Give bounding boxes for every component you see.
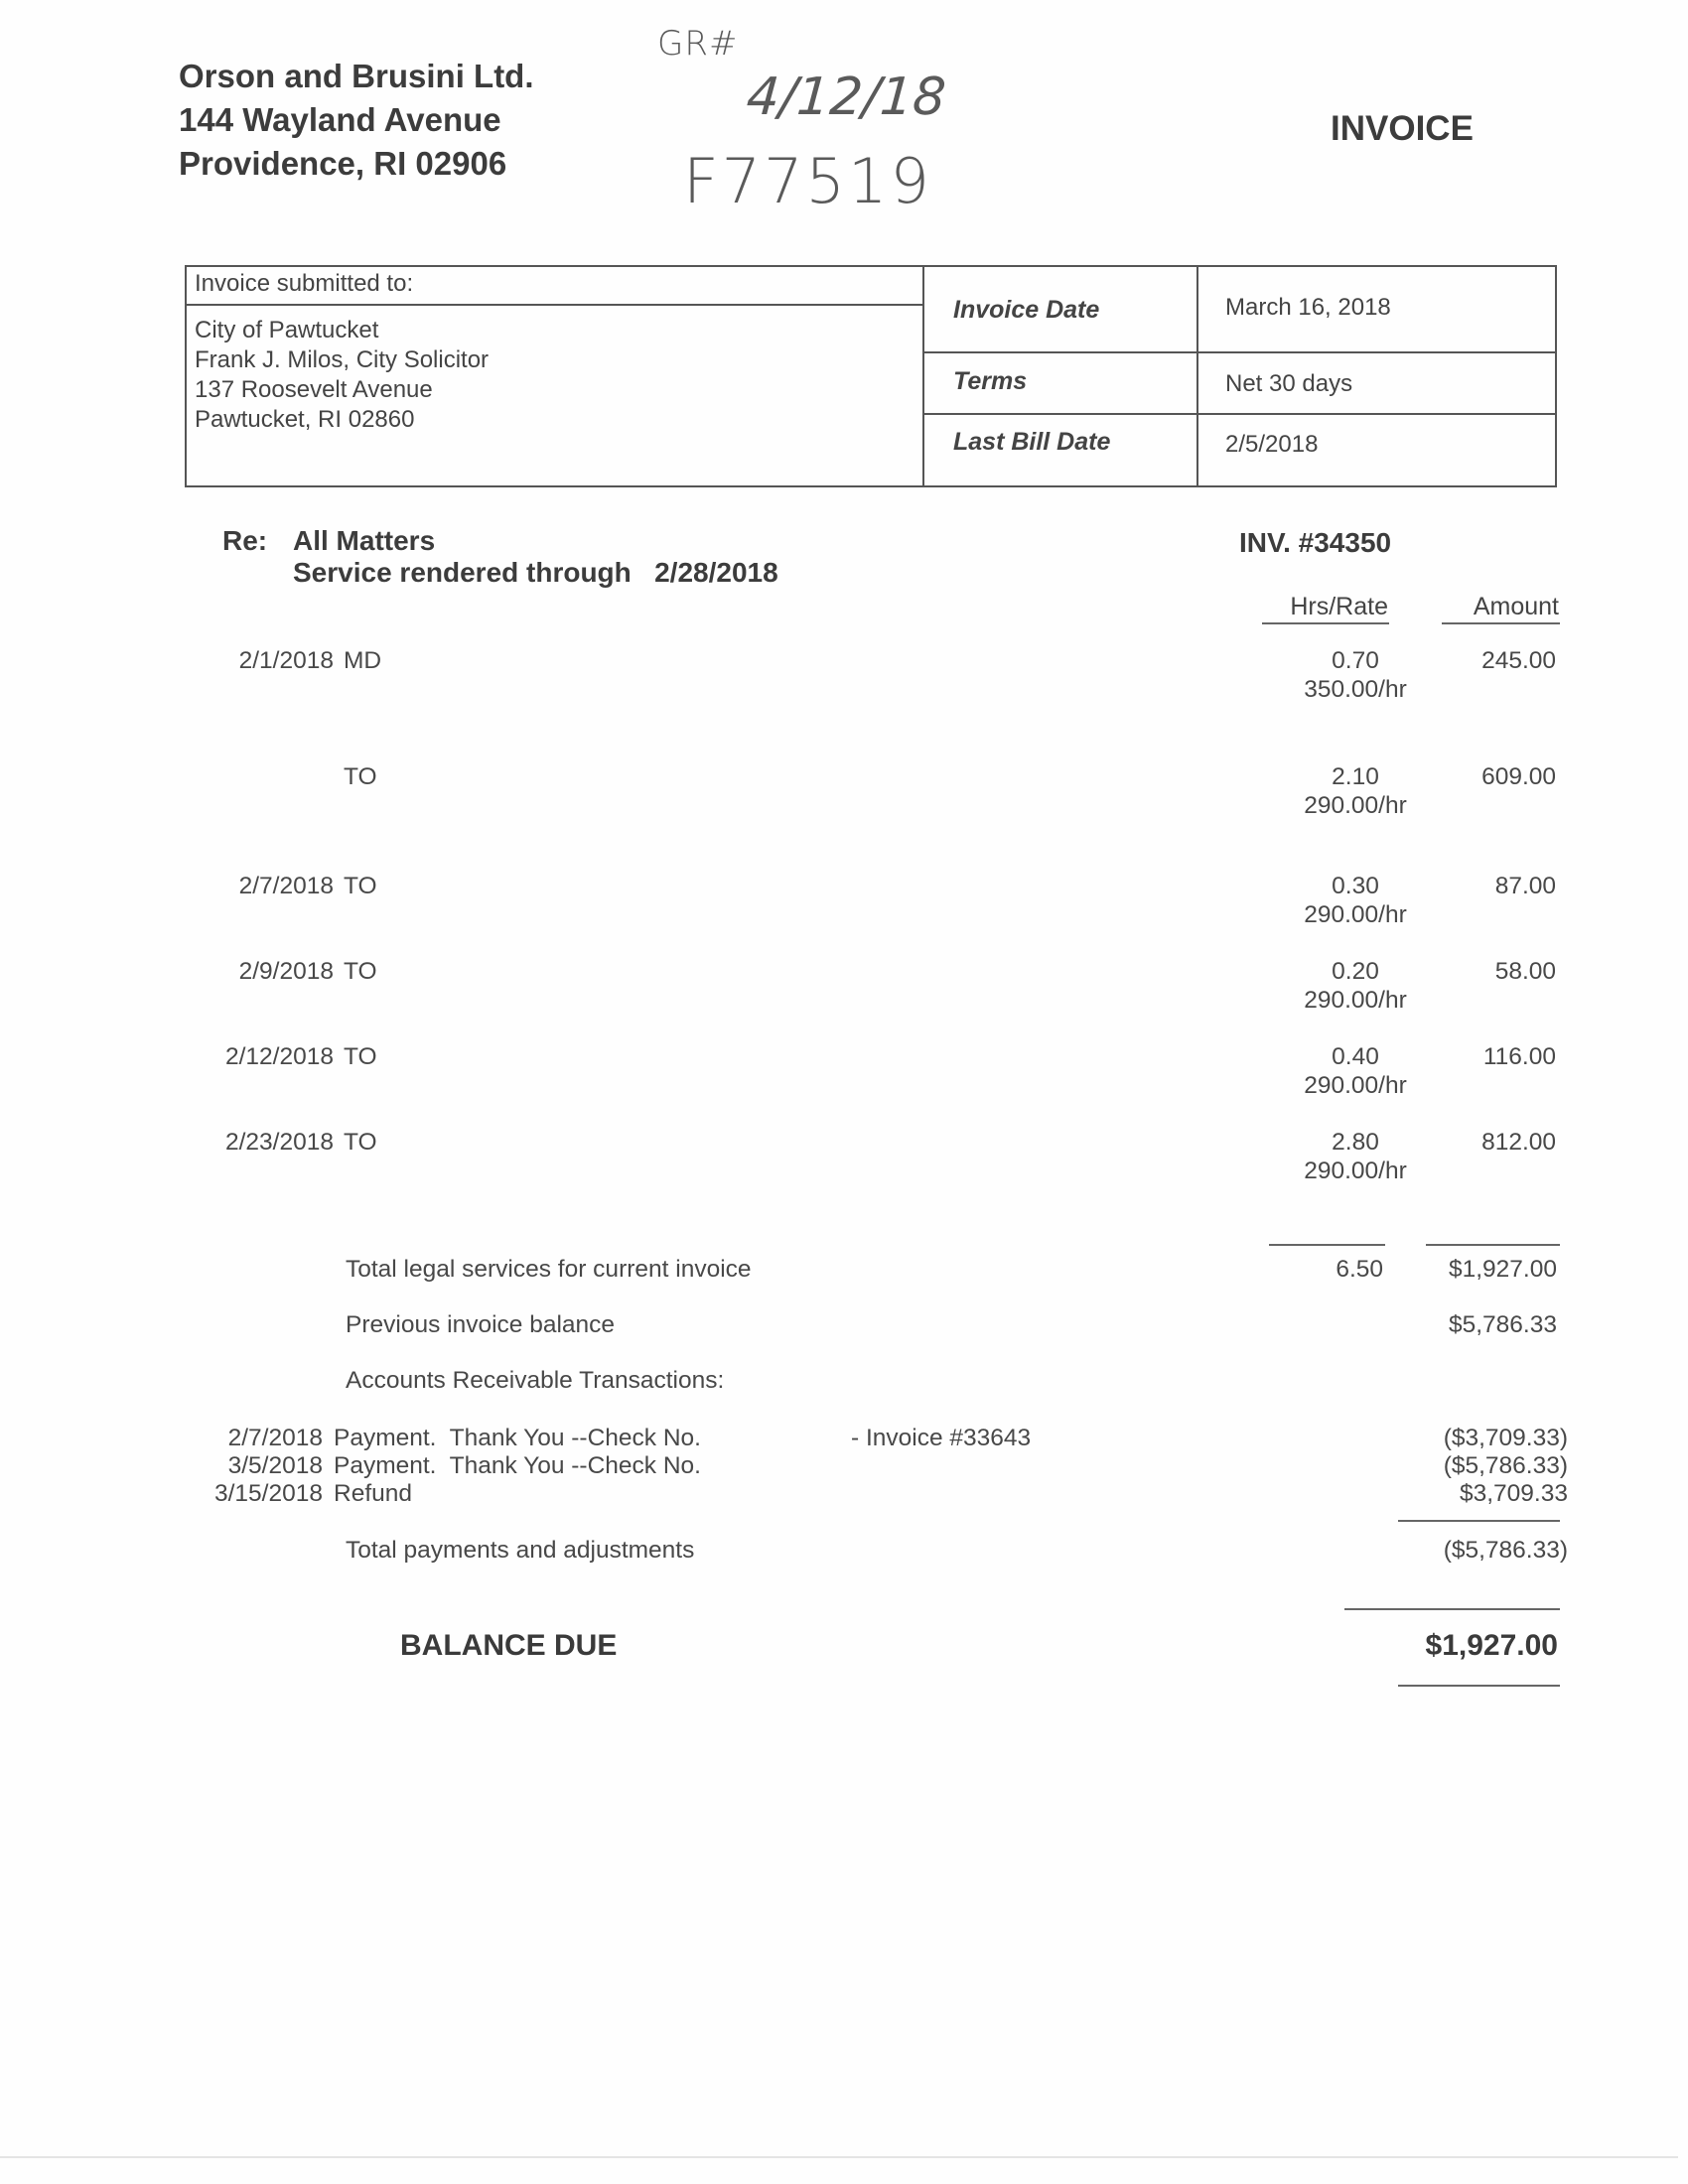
transaction-date: 3/5/2018 [227,1452,323,1479]
divider [922,413,1557,415]
entry-rate: 290.00/hr [1304,987,1407,1014]
entry-amount: 812.00 [1481,1129,1556,1156]
entry-initials: MD [344,647,382,674]
divider [185,304,923,306]
last-bill-date-value: 2/5/2018 [1225,431,1319,458]
service-date: 2/28/2018 [654,557,778,588]
divider [1196,265,1198,487]
entry-date: 2/23/2018 [225,1129,334,1156]
entry-hours: 0.30 [1332,873,1379,899]
bill-to-address [195,316,489,435]
transaction-reference: - Invoice #33643 [851,1425,1032,1451]
bill-to-line: Pawtucket, RI 02860 [195,406,415,433]
firm-name: Orson and Brusini Ltd. [179,58,534,94]
ar-transactions-label: Accounts Receivable Transactions: [346,1367,725,1394]
invoice-number: INV. #34350 [1239,527,1392,558]
entry-rate: 290.00/hr [1304,792,1407,819]
page-edge-rule [0,2156,1678,2158]
entry-hours: 2.80 [1332,1129,1379,1156]
col-hrs-rate: Hrs/Rate [1290,593,1388,620]
entry-amount: 609.00 [1481,763,1556,790]
divider [922,265,924,487]
terms-label: Terms [953,367,1028,395]
last-bill-date-label: Last Bill Date [953,428,1111,456]
payments-total-amount: ($5,786.33) [1443,1537,1568,1564]
transaction-amount: ($5,786.33) [1443,1452,1568,1479]
col-underline [1262,622,1389,624]
balance-rule-bottom [1398,1685,1560,1687]
total-legal-amount: $1,927.00 [1449,1256,1557,1283]
entry-initials: TO [344,763,377,790]
transaction-description: Refund [334,1480,413,1507]
re-matter: All Matters [293,525,436,556]
col-amount: Amount [1473,593,1559,620]
invoice-date-value: March 16, 2018 [1225,294,1391,321]
amount-total-rule [1426,1244,1560,1246]
invoice-date-label: Invoice Date [953,296,1100,324]
entry-date: 2/12/2018 [225,1043,334,1070]
entry-date: 2/7/2018 [238,873,334,899]
transaction-amount: ($3,709.33) [1443,1425,1568,1451]
entry-initials: TO [344,873,377,899]
bill-to-line: City of Pawtucket [195,317,379,343]
transaction-date: 2/7/2018 [227,1425,323,1451]
bill-to-label: Invoice submitted to: [195,270,414,297]
service-through [293,557,778,589]
handwritten-gr: GR# [657,24,739,64]
entry-date: 2/1/2018 [238,647,334,674]
entry-hours: 0.70 [1332,647,1379,674]
payments-total-label: Total payments and adjustments [346,1537,695,1564]
firm-header [179,55,534,186]
balance-rule-top [1344,1608,1560,1610]
entry-hours: 2.10 [1332,763,1379,790]
col-underline [1442,622,1560,624]
handwritten-date: 4/12/18 [744,68,948,127]
balance-due-amount: $1,927.00 [1425,1629,1558,1662]
re-prefix: Re: [222,525,268,556]
terms-value: Net 30 days [1225,370,1353,397]
hours-total-rule [1269,1244,1385,1246]
entry-date: 2/9/2018 [238,958,334,985]
entry-initials: TO [344,958,377,985]
entry-hours: 0.40 [1332,1043,1379,1070]
handwritten-code: F77519 [683,145,932,217]
total-legal-hours: 6.50 [1336,1256,1383,1283]
entry-rate: 290.00/hr [1304,1158,1407,1184]
entry-hours: 0.20 [1332,958,1379,985]
entry-initials: TO [344,1129,377,1156]
entry-amount: 87.00 [1494,873,1556,899]
payments-rule [1398,1520,1560,1522]
document-title: INVOICE [1331,109,1474,148]
previous-balance-amount: $5,786.33 [1449,1311,1557,1338]
transaction-description: Payment. Thank You --Check No. [334,1425,701,1451]
transaction-description: Payment. Thank You --Check No. [334,1452,701,1479]
entry-amount: 116.00 [1482,1043,1556,1070]
entry-rate: 290.00/hr [1304,901,1407,928]
balance-due-label: BALANCE DUE [400,1629,618,1662]
service-label: Service rendered through [293,557,632,588]
divider [922,351,1557,353]
entry-rate: 350.00/hr [1304,676,1407,703]
transaction-date: 3/15/2018 [214,1480,323,1507]
entry-rate: 290.00/hr [1304,1072,1407,1099]
bill-to-line: Frank J. Milos, City Solicitor [195,346,490,373]
entry-initials: TO [344,1043,377,1070]
firm-street: 144 Wayland Avenue [179,101,501,138]
bill-to-line: 137 Roosevelt Avenue [195,376,433,403]
transaction-amount: $3,709.33 [1460,1480,1568,1507]
firm-city: Providence, RI 02906 [179,145,507,182]
previous-balance-label: Previous invoice balance [346,1311,616,1338]
entry-amount: 58.00 [1494,958,1556,985]
total-legal-label: Total legal services for current invoice [346,1256,752,1283]
entry-amount: 245.00 [1481,647,1556,674]
